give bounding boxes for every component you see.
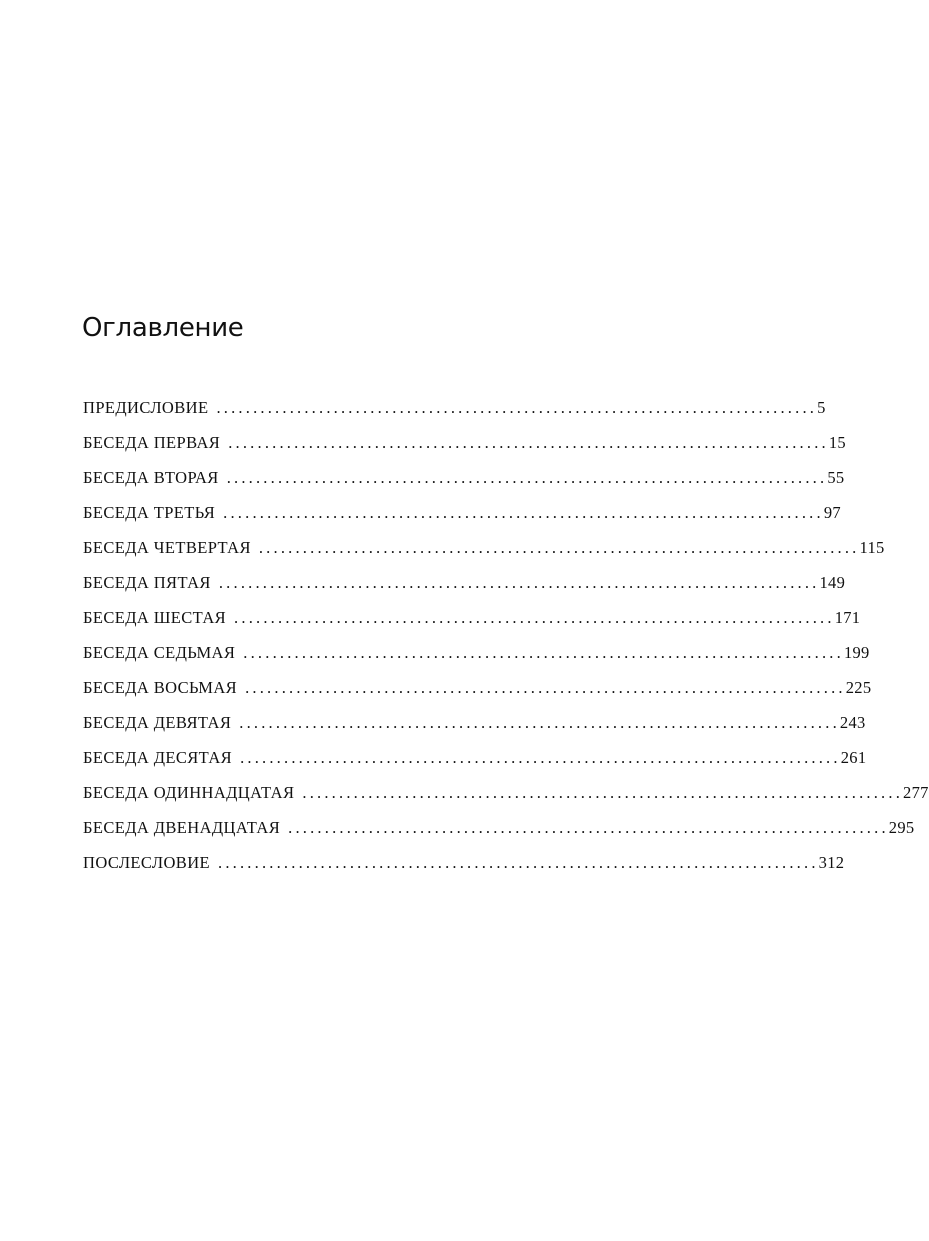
toc-entry-label: БЕСЕДА СЕДЬМАЯ: [83, 643, 236, 662]
toc-page-number: 312: [818, 853, 845, 872]
dot-leader: ..................................................................................: [216, 398, 818, 417]
toc-page-number: 97: [823, 503, 841, 522]
toc-entry-label: БЕСЕДА ВТОРАЯ: [83, 468, 219, 487]
toc-entry-conversation-9[interactable]: [83, 711, 866, 746]
toc-entry-conversation-6[interactable]: [83, 606, 861, 641]
toc-entry-conversation-5[interactable]: [83, 571, 846, 606]
toc-page-number: 295: [888, 818, 915, 837]
toc-entry-label: БЕСЕДА ПЯТАЯ: [83, 573, 211, 592]
toc-entry-conversation-3[interactable]: [83, 501, 841, 536]
toc-page-number: 277: [903, 783, 929, 802]
toc-page-number: 115: [859, 538, 885, 557]
toc-entry-conversation-7[interactable]: [83, 641, 870, 676]
toc-page-number: 225: [845, 678, 872, 697]
dot-leader: ..................................................................................: [218, 853, 819, 872]
toc-entry-label: ПОСЛЕСЛОВИЕ: [83, 853, 210, 872]
toc-page-number: 243: [839, 713, 866, 732]
toc-entry-conversation-2[interactable]: [83, 466, 845, 501]
dot-leader: ..................................................................................: [234, 608, 835, 627]
toc-entry-label: БЕСЕДА ДВЕНАДЦАТАЯ: [83, 818, 281, 837]
dot-leader: ..................................................................................: [288, 818, 889, 837]
toc-entry-conversation-4[interactable]: [83, 536, 885, 571]
toc-entry-label: ПРЕДИСЛОВИЕ: [83, 398, 209, 417]
toc-entry-label: БЕСЕДА ТРЕТЬЯ: [83, 503, 216, 522]
toc-entry-conversation-12[interactable]: [83, 816, 915, 851]
toc-page-number: 55: [827, 468, 845, 487]
toc-entry-label: БЕСЕДА ДЕСЯТАЯ: [83, 748, 233, 767]
toc-page-number: 261: [840, 748, 867, 767]
toc-page-number: 15: [828, 433, 846, 452]
dot-leader: ..................................................................................: [228, 433, 829, 452]
toc-page-number: 171: [834, 608, 861, 627]
dot-leader: ..................................................................................: [258, 538, 860, 557]
dot-leader: ..................................................................................: [245, 678, 846, 697]
toc-entry-conversation-1[interactable]: [83, 431, 846, 466]
toc-entry-label: БЕСЕДА ЧЕТВЕРТАЯ: [83, 538, 251, 557]
toc-page-number: 149: [819, 573, 846, 592]
dot-leader: ..................................................................................: [243, 643, 844, 662]
toc-entry-conversation-11[interactable]: [83, 781, 929, 816]
dot-leader: ..................................................................................: [239, 713, 840, 732]
toc-entry-conversation-8[interactable]: [83, 676, 872, 711]
toc-entry-label: БЕСЕДА ДЕВЯТАЯ: [83, 713, 232, 732]
toc-page-number: 199: [843, 643, 870, 662]
dot-leader: ..................................................................................: [226, 468, 828, 487]
toc-entry-label: БЕСЕДА ПЕРВАЯ: [83, 433, 221, 452]
toc-page-number: 5: [817, 398, 826, 417]
dot-leader: ..................................................................................: [240, 748, 841, 767]
toc-entry-afterword[interactable]: [83, 851, 845, 886]
toc-entry-preface[interactable]: [83, 396, 826, 431]
dot-leader: ..................................................................................: [223, 503, 824, 522]
page-title: Оглавление: [82, 313, 244, 343]
toc-entry-label: БЕСЕДА ОДИННАДЦАТАЯ: [83, 783, 295, 802]
dot-leader: ..................................................................................: [218, 573, 820, 592]
toc-entry-label: БЕСЕДА ВОСЬМАЯ: [83, 678, 238, 697]
dot-leader: ..................................................................................: [302, 783, 904, 802]
toc-entry-label: БЕСЕДА ШЕСТАЯ: [83, 608, 227, 627]
toc-entry-conversation-10[interactable]: [83, 746, 867, 781]
table-of-contents: [83, 396, 929, 886]
